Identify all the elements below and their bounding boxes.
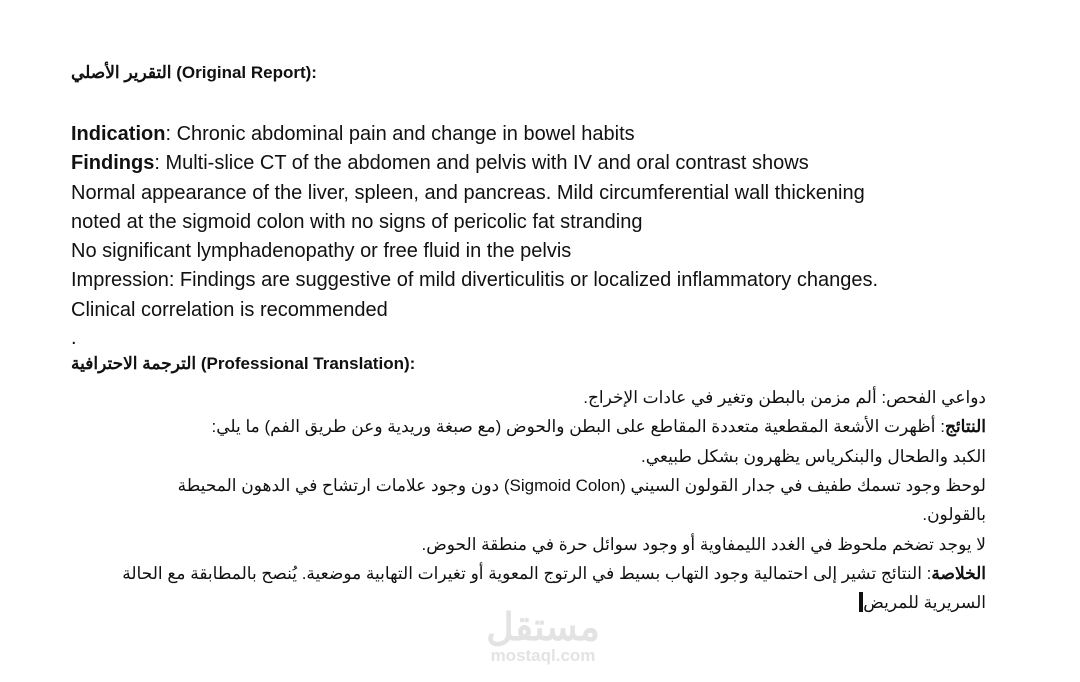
- findings-line: [71, 149, 986, 178]
- impression-line: Impression: Findings are suggestive of mild diverticulitis or localized inflammatory changes.: [71, 269, 879, 292]
- findings-text: : Multi-slice CT of the abdomen and pelvis with IV and oral contrast shows: [154, 152, 809, 175]
- report-line: Clinical correlation is recommended: [71, 298, 388, 321]
- translation-heading-ar: الترجمة الاحترافية: [71, 354, 197, 374]
- translation-line: لا يوجد تضخم ملحوظ في الغدد الليمفاوية أو وجود سوائل حرة في منطقة الحوض.: [421, 534, 986, 554]
- mostaql-logo: مستقل: [486, 607, 600, 649]
- translation-findings-label: النتائج: [944, 417, 986, 437]
- translation-line: لوحظ وجود تسمك طفيف في جدار القولون السيني (Sigmoid Colon) دون وجود علامات ارتشاح في الدهون المحيطة: [177, 475, 986, 495]
- translation-line: بالقولون.: [922, 505, 986, 525]
- translation-conclusion-text: : النتائج تشير إلى احتمالية وجود التهاب بسيط في الرتوج المعوية أو تغيرات التهابية موضعية. يُنصح بالمطابقة مع الحالة: [122, 563, 932, 583]
- original-report-heading-ar: التقرير الأصلي: [71, 63, 172, 82]
- translation-line: دواعي الفحص: ألم مزمن بالبطن وتغير في عادات الإخراج.: [583, 388, 986, 408]
- translation-body[interactable]: [71, 383, 986, 617]
- translation-conclusion-line: [71, 559, 986, 588]
- original-report-heading-en: (Original Report):: [176, 63, 317, 82]
- mostaql-watermark: [478, 607, 608, 666]
- trailing-period: .: [71, 327, 77, 350]
- translation-findings-line: [71, 412, 986, 441]
- translation-conclusion-label: الخلاصة: [931, 563, 986, 583]
- translation-heading: [71, 351, 986, 377]
- translation-heading-en: (Professional Translation):: [200, 354, 416, 374]
- original-report-heading: [71, 60, 986, 86]
- translation-line: الكبد والطحال والبنكرياس يظهرون بشكل طبيعي.: [641, 446, 986, 466]
- indication-label: Indication: [71, 123, 166, 145]
- report-line: No significant lymphadenopathy or free fluid in the pelvis: [71, 240, 572, 263]
- report-line: Normal appearance of the liver, spleen, and pancreas. Mild circumferential wall thickening: [71, 181, 865, 204]
- findings-label: Findings: [71, 152, 155, 175]
- report-line: noted at the sigmoid colon with no signs of pericolic fat stranding: [71, 210, 643, 233]
- document-page: [71, 60, 986, 617]
- indication-line: [71, 120, 986, 149]
- translation-last-text: السريرية للمريض: [863, 593, 986, 613]
- original-report-body: [71, 120, 986, 325]
- indication-text: : Chronic abdominal pain and change in bowel habits: [165, 123, 635, 145]
- translation-findings-text: : أظهرت الأشعة المقطعية متعددة المقاطع على البطن والحوض (مع صبغة وريدية وعن طريق الفم) ما يلي:: [211, 417, 945, 437]
- mostaql-site: mostaql.com: [490, 646, 596, 665]
